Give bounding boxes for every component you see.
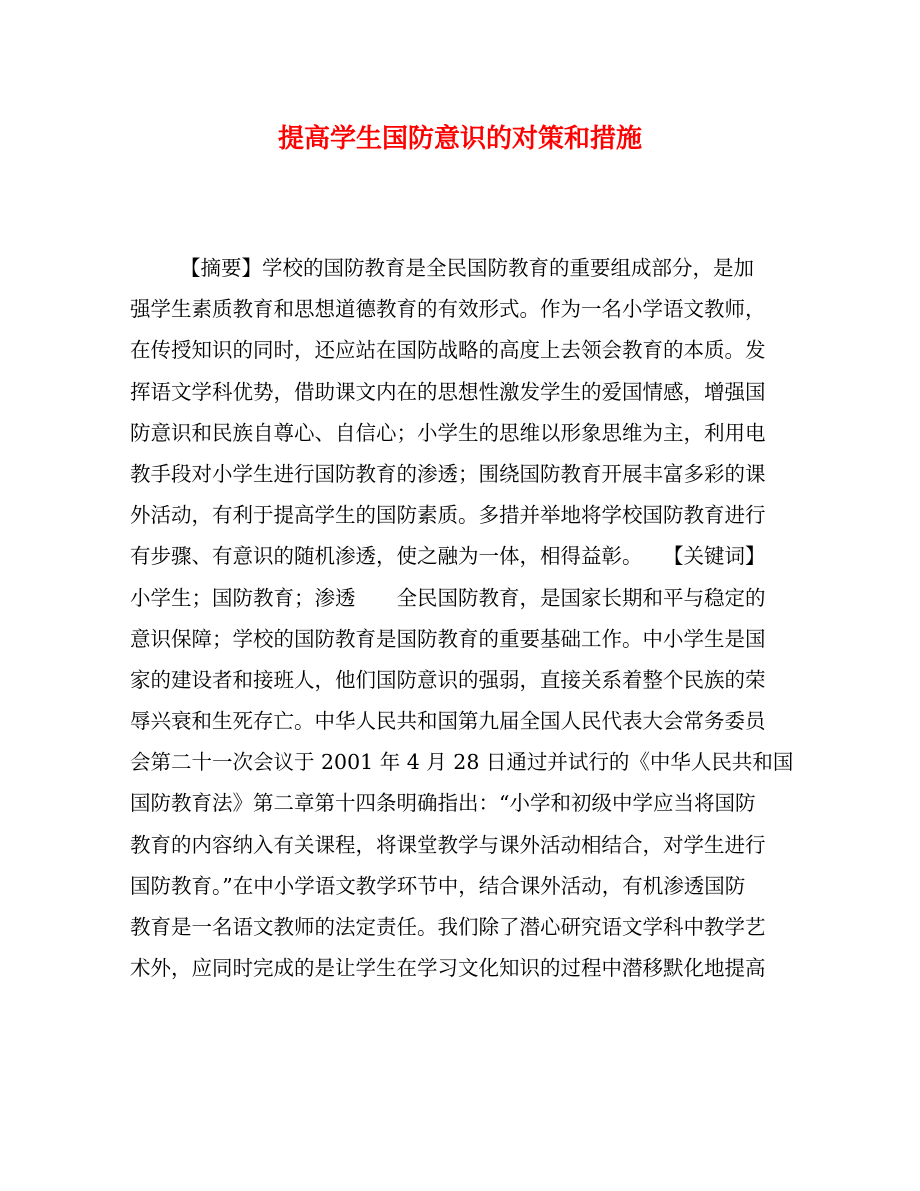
body-line: 国防教育法》第二章第十四条明确指出：“小学和初级中学应当将国防	[130, 791, 756, 816]
body-line: 教手段对小学生进行国防教育的渗透；围绕国防教育开展丰富多彩的课	[130, 461, 766, 486]
body-line: 外活动，有利于提高学生的国防素质。多措并举地将学校国防教育进行	[130, 503, 766, 528]
body-line: 辱兴衰和生死存亡。中华人民共和国第九届全国人民代表大会常务委员	[130, 709, 766, 734]
body-line: 国防教育。”在中小学语文教学环节中，结合课外活动，有机渗透国防	[130, 873, 746, 898]
body-line: 教育的内容纳入有关课程，将课堂教学与课外活动相结合，对学生进行	[130, 832, 766, 857]
body-line: 防意识和民族自尊心、自信心；小学生的思维以形象思维为主，利用电	[130, 420, 766, 445]
body-line: 【摘要】学校的国防教育是全民国防教育的重要组成部分，是加	[180, 256, 754, 280]
body-line: 家的建设者和接班人，他们国防意识的强弱，直接关系着整个民族的荣	[130, 667, 766, 692]
document-title: 提高学生国防意识的对策和措施	[277, 124, 642, 154]
body-line: 小学生；国防教育；渗透 全民国防教育，是国家长期和平与稳定的	[130, 585, 766, 610]
body-line: 挥语文学科优势，借助课文内在的思想性激发学生的爱国情感，增强国	[130, 379, 766, 404]
body-line: 有步骤、有意识的随机渗透，使之融为一体，相得益彰。 【关键词】	[130, 544, 766, 569]
document-body	[130, 248, 794, 989]
body-line: 会第二十一次会议于 2001 年 4 月 28 日通过并试行的《中华人民共和国	[130, 750, 794, 775]
body-line: 教育是一名语文教师的法定责任。我们除了潜心研究语文学科中教学艺	[130, 915, 766, 939]
body-line: 强学生素质教育和思想道德教育的有效形式。作为一名小学语文教师，	[130, 297, 766, 322]
body-line: 意识保障；学校的国防教育是国防教育的重要基础工作。中小学生是国	[130, 626, 766, 651]
body-line: 在传授知识的同时，还应站在国防战略的高度上去领会教育的本质。发	[130, 338, 766, 363]
body-line: 术外，应同时完成的是让学生在学习文化知识的过程中潜移默化地提高	[130, 956, 766, 981]
